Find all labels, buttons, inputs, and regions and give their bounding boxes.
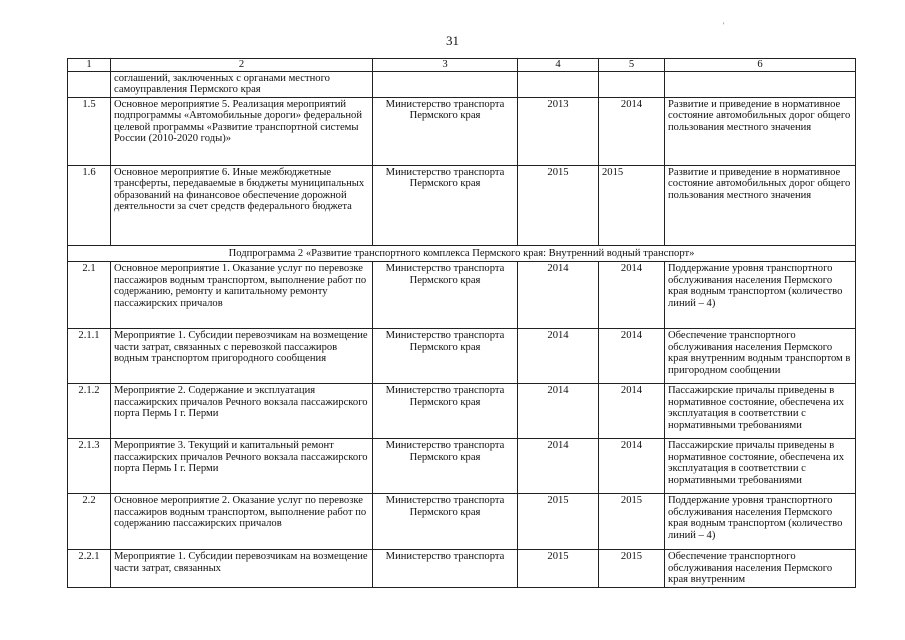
header-col-5: 5: [599, 59, 665, 72]
header-col-3: 3: [373, 59, 518, 72]
start-year: 2014: [518, 329, 599, 384]
executor: Министерство транспорта Пермского края: [373, 329, 518, 384]
start-year: 2015: [518, 494, 599, 550]
expected-result: Поддержание уровня транспортного обслуживания населения Пермского края водным транспортом (количество линий – 4): [665, 262, 856, 329]
row-number: 2.1: [68, 262, 111, 329]
measure-description: Основное мероприятие 5. Реализация мероприятий подпрограммы «Автомобильные дороги» федеральной целевой программы «Развитие транспортной системы России (2010-2020 годы)»: [111, 98, 373, 166]
table-row: [68, 384, 856, 439]
table-row: [68, 494, 856, 550]
end-year: 2014: [599, 98, 665, 166]
expected-result: Пассажирские причалы приведены в нормативное состояние, обеспечена их эксплуатация в соответствии с нормативными требованиями: [665, 384, 856, 439]
row-number: 2.1.1: [68, 329, 111, 384]
measure-description: Мероприятие 1. Субсидии перевозчикам на возмещение части затрат, связанных: [111, 550, 373, 587]
page-number: 31: [446, 33, 459, 48]
measure-description: Мероприятие 3. Текущий и капитальный ремонт пассажирских причалов Речного вокзала пассажирского порта Пермь I г. Перми: [111, 439, 373, 494]
end-year: 2015: [599, 494, 665, 550]
executor: Министерство транспорта Пермского края: [373, 384, 518, 439]
executor: Министерство транспорта Пермского края: [373, 439, 518, 494]
expected-result: Поддержание уровня транспортного обслуживания населения Пермского края водным транспортом (количество линий – 4): [665, 494, 856, 550]
measure-description: Основное мероприятие 6. Иные межбюджетные трансферты, передаваемые в бюджеты муниципальных образований на финансовое обеспечение дорожной деятельности за счет средств федерального бюджета: [111, 166, 373, 246]
table-row: [68, 166, 856, 246]
measure-description: соглашений, заключенных с органами местного самоуправления Пермского края: [111, 72, 373, 98]
table-row: [68, 262, 856, 329]
executor: Министерство транспорта Пермского края: [373, 262, 518, 329]
start-year: 2014: [518, 262, 599, 329]
end-year: 2015: [599, 166, 665, 246]
start-year: 2014: [518, 384, 599, 439]
expected-result: Развитие и приведение в нормативное состояние автомобильных дорог общего пользования местного значения: [665, 98, 856, 166]
executor: Министерство транспорта: [373, 550, 518, 587]
row-number: 2.1.2: [68, 384, 111, 439]
start-year: 2015: [518, 166, 599, 246]
start-year: 2014: [518, 439, 599, 494]
end-year: 2014: [599, 329, 665, 384]
end-year: 2014: [599, 439, 665, 494]
start-year: 2013: [518, 98, 599, 166]
measure-description: Мероприятие 1. Субсидии перевозчикам на возмещение части затрат, связанных с перевозкой пассажиров водным транспортом пригородного сообщения: [111, 329, 373, 384]
executor: Министерство транспорта Пермского края: [373, 166, 518, 246]
expected-result: Пассажирские причалы приведены в нормативное состояние, обеспечена их эксплуатация в соответствии с нормативными требованиями: [665, 439, 856, 494]
header-col-6: 6: [665, 59, 856, 72]
row-number: 1.6: [68, 166, 111, 246]
row-number: [68, 72, 111, 98]
start-year: [518, 72, 599, 98]
row-number: 1.5: [68, 98, 111, 166]
corner-mark: ': [723, 21, 725, 30]
end-year: 2014: [599, 262, 665, 329]
expected-result: [665, 72, 856, 98]
header-col-4: 4: [518, 59, 599, 72]
expected-result: Развитие и приведение в нормативное состояние автомобильных дорог общего пользования местного значения: [665, 166, 856, 246]
program-measures-table: [67, 58, 856, 588]
measure-description: Основное мероприятие 1. Оказание услуг по перевозке пассажиров водным транспортом, выполнение работ по содержанию, ремонту и капитальному ремонту пассажирских причалов: [111, 262, 373, 329]
table-row: [68, 72, 856, 98]
row-number: 2.2.1: [68, 550, 111, 587]
start-year: 2015: [518, 550, 599, 587]
end-year: [599, 72, 665, 98]
row-number: 2.1.3: [68, 439, 111, 494]
expected-result: Обеспечение транспортного обслуживания населения Пермского края внутренним: [665, 550, 856, 587]
table-row: [68, 439, 856, 494]
executor: [373, 72, 518, 98]
measure-description: Основное мероприятие 2. Оказание услуг по перевозке пассажиров водным транспортом, выполнение работ по содержанию пассажирских причалов: [111, 494, 373, 550]
header-col-1: 1: [68, 59, 111, 72]
end-year: 2014: [599, 384, 665, 439]
row-number: 2.2: [68, 494, 111, 550]
end-year: 2015: [599, 550, 665, 587]
expected-result: Обеспечение транспортного обслуживания населения Пермского края внутренним водным транспортом в пригородном сообщении: [665, 329, 856, 384]
measure-description: Мероприятие 2. Содержание и эксплуатация пассажирских причалов Речного вокзала пассажирского порта Пермь I г. Перми: [111, 384, 373, 439]
subprogram-row: [68, 246, 856, 262]
executor: Министерство транспорта Пермского края: [373, 494, 518, 550]
table-row: [68, 98, 856, 166]
subprogram-title: Подпрограмма 2 «Развитие транспортного комплекса Пермского края: Внутренний водный транспорт»: [68, 246, 856, 262]
table-row: [68, 329, 856, 384]
header-col-2: 2: [111, 59, 373, 72]
header-row: [68, 59, 856, 72]
executor: Министерство транспорта Пермского края: [373, 98, 518, 166]
table-row: [68, 550, 856, 587]
